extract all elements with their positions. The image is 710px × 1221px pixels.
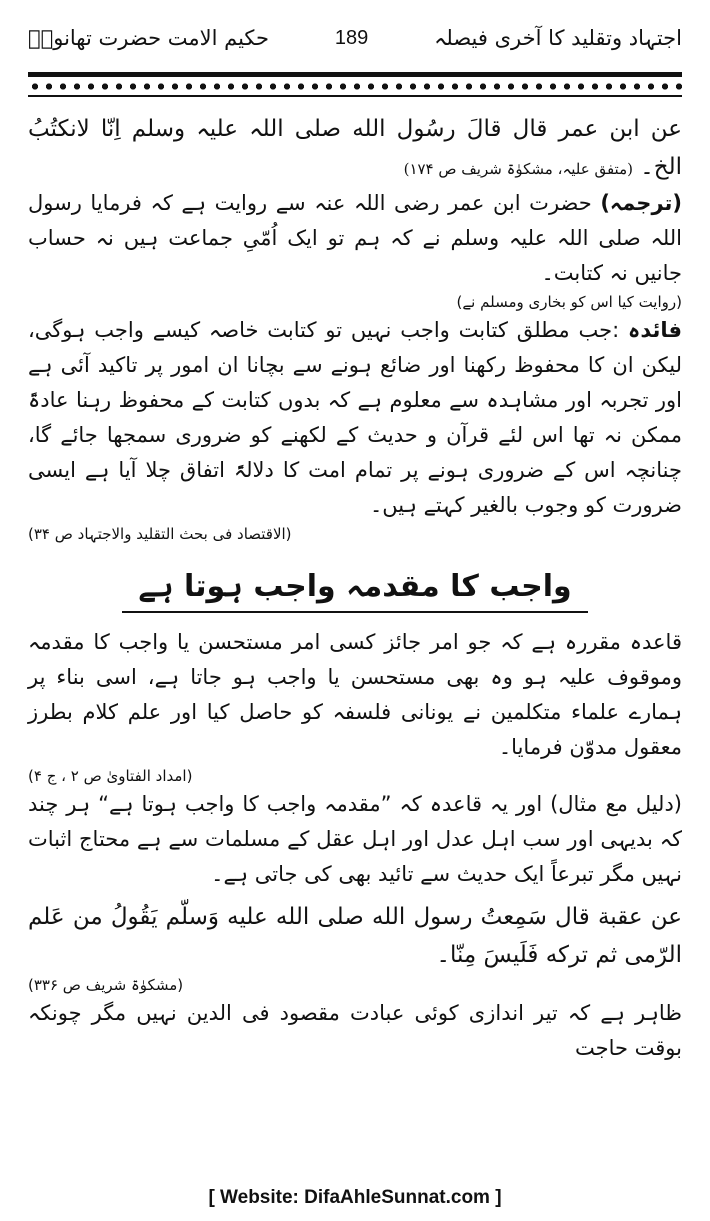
translation-paragraph: [28, 186, 682, 291]
last-paragraph: ظاہر ہے کہ تیر اندازی کوئی عبادت مقصود فی الدین نہیں مگر چونکہ بوقت حاجت: [28, 1001, 682, 1060]
header-rule-thin: [28, 95, 682, 97]
daleel-paragraph: (دلیل مع مثال) اور یہ قاعدہ کہ ”مقدمہ واجب کا واجب ہوتا ہے“ ہر چند کہ بدیہی اور سب اہل عدل اور اہل عقل کے مسلمات سے ہے محتاج اثبات نہیں مگر تبرعاً ایک حدیث سے تائید بھی کی جاتی ہے۔: [28, 792, 682, 886]
hadith2-arabic: عن عقبة قال سَمِعتُ رسول الله صلی الله علیه وَسلّم یَقُولُ من عَلم الرّمی ثم ترکه فَلَیسَ مِنّا۔: [28, 904, 682, 968]
translation-label: (ترجمہ): [600, 191, 682, 215]
page-number: 189: [334, 26, 369, 49]
faida-paragraph: [28, 313, 682, 523]
hadith1-ref: (متفق علیہ، مشکوٰۃ شریف ص ۱۷۴): [403, 160, 633, 178]
rule-paragraph: قاعدہ مقررہ ہے کہ جو امر جائز کسی امر مستحسن یا واجب کا مقدمہ وموقوف علیہ ہو وہ بھی مستحسن یا واجب ہو جاتا ہے، اسی بناء پر ہمارے علماء متکلمین نے یونانی فلسفہ کو حاصل کیا اور علم کلام بطرز معقول مدوّن فرمایا۔: [28, 630, 682, 759]
page-header: [28, 18, 682, 58]
hadith2-ref: (مشکوٰۃ شریف ص ۳۳۶): [28, 976, 184, 994]
author-name: حکیم الامت حضرت تھانویؒ: [28, 26, 269, 50]
hadith1-arabic-text: عن ابن عمر قال قالَ رسُول الله صلی اللہ علیہ وسلم اِنّا لانکتُبُ الخ۔: [28, 116, 682, 180]
website-footer: [ Website: DifaAhleSunnat.com ]: [208, 1187, 502, 1208]
translation-ref: (روایت کیا اس کو بخاری ومسلم نے): [456, 293, 682, 311]
rule-ref: (امداد الفتاویٰ ص ۲ ، ج ۴): [28, 767, 193, 785]
header-rule-dots: [28, 82, 682, 91]
hadith1-arabic: [28, 110, 682, 186]
faida-label: فائدہ: [628, 318, 682, 342]
page-body: [28, 110, 682, 1066]
header-rule-thick: [28, 72, 682, 77]
faida-text: :جب مطلق کتابت واجب نہیں تو کتابت خاصہ کیسے واجب ہوگی، لیکن ان کا محفوظ رکھنا اور ضائع ہونے سے بچانا ان امور پر تاکید آئی ہے اور تجربہ اور مشاہدہ سے معلوم ہے کہ بدوں کتابت کے محفوظ رہنا عادۃً ممکن نہ تھا اس لئے قرآن و حدیث کے لکھنے کو ضروری سمجھا جائے گا، چنانچہ اس کے ضروری ہونے پر تمام امت کا دلالۃً اتفاق چلا آیا ہے ایسی ضرورت کو وجوب بالغیر کہتے ہیں۔: [28, 318, 682, 517]
translation-text: حضرت ابن عمر رضی اللہ عنہ سے روایت ہے کہ فرمایا رسول اللہ صلی اللہ علیہ وسلم نے کہ ہم تو ایک اُمّیِ جماعت ہیں نہ حساب جانیں نہ کتابت۔: [28, 191, 682, 285]
section-heading-wrap: [28, 565, 682, 613]
faida-ref: (الاقتصاد فی بحث التقلید والاجتہاد ص ۳۴): [28, 525, 292, 543]
book-title: اجتہاد وتقلید کا آخری فیصلہ: [434, 26, 682, 50]
section-heading: واجب کا مقدمہ واجب ہوتا ہے: [122, 565, 587, 613]
